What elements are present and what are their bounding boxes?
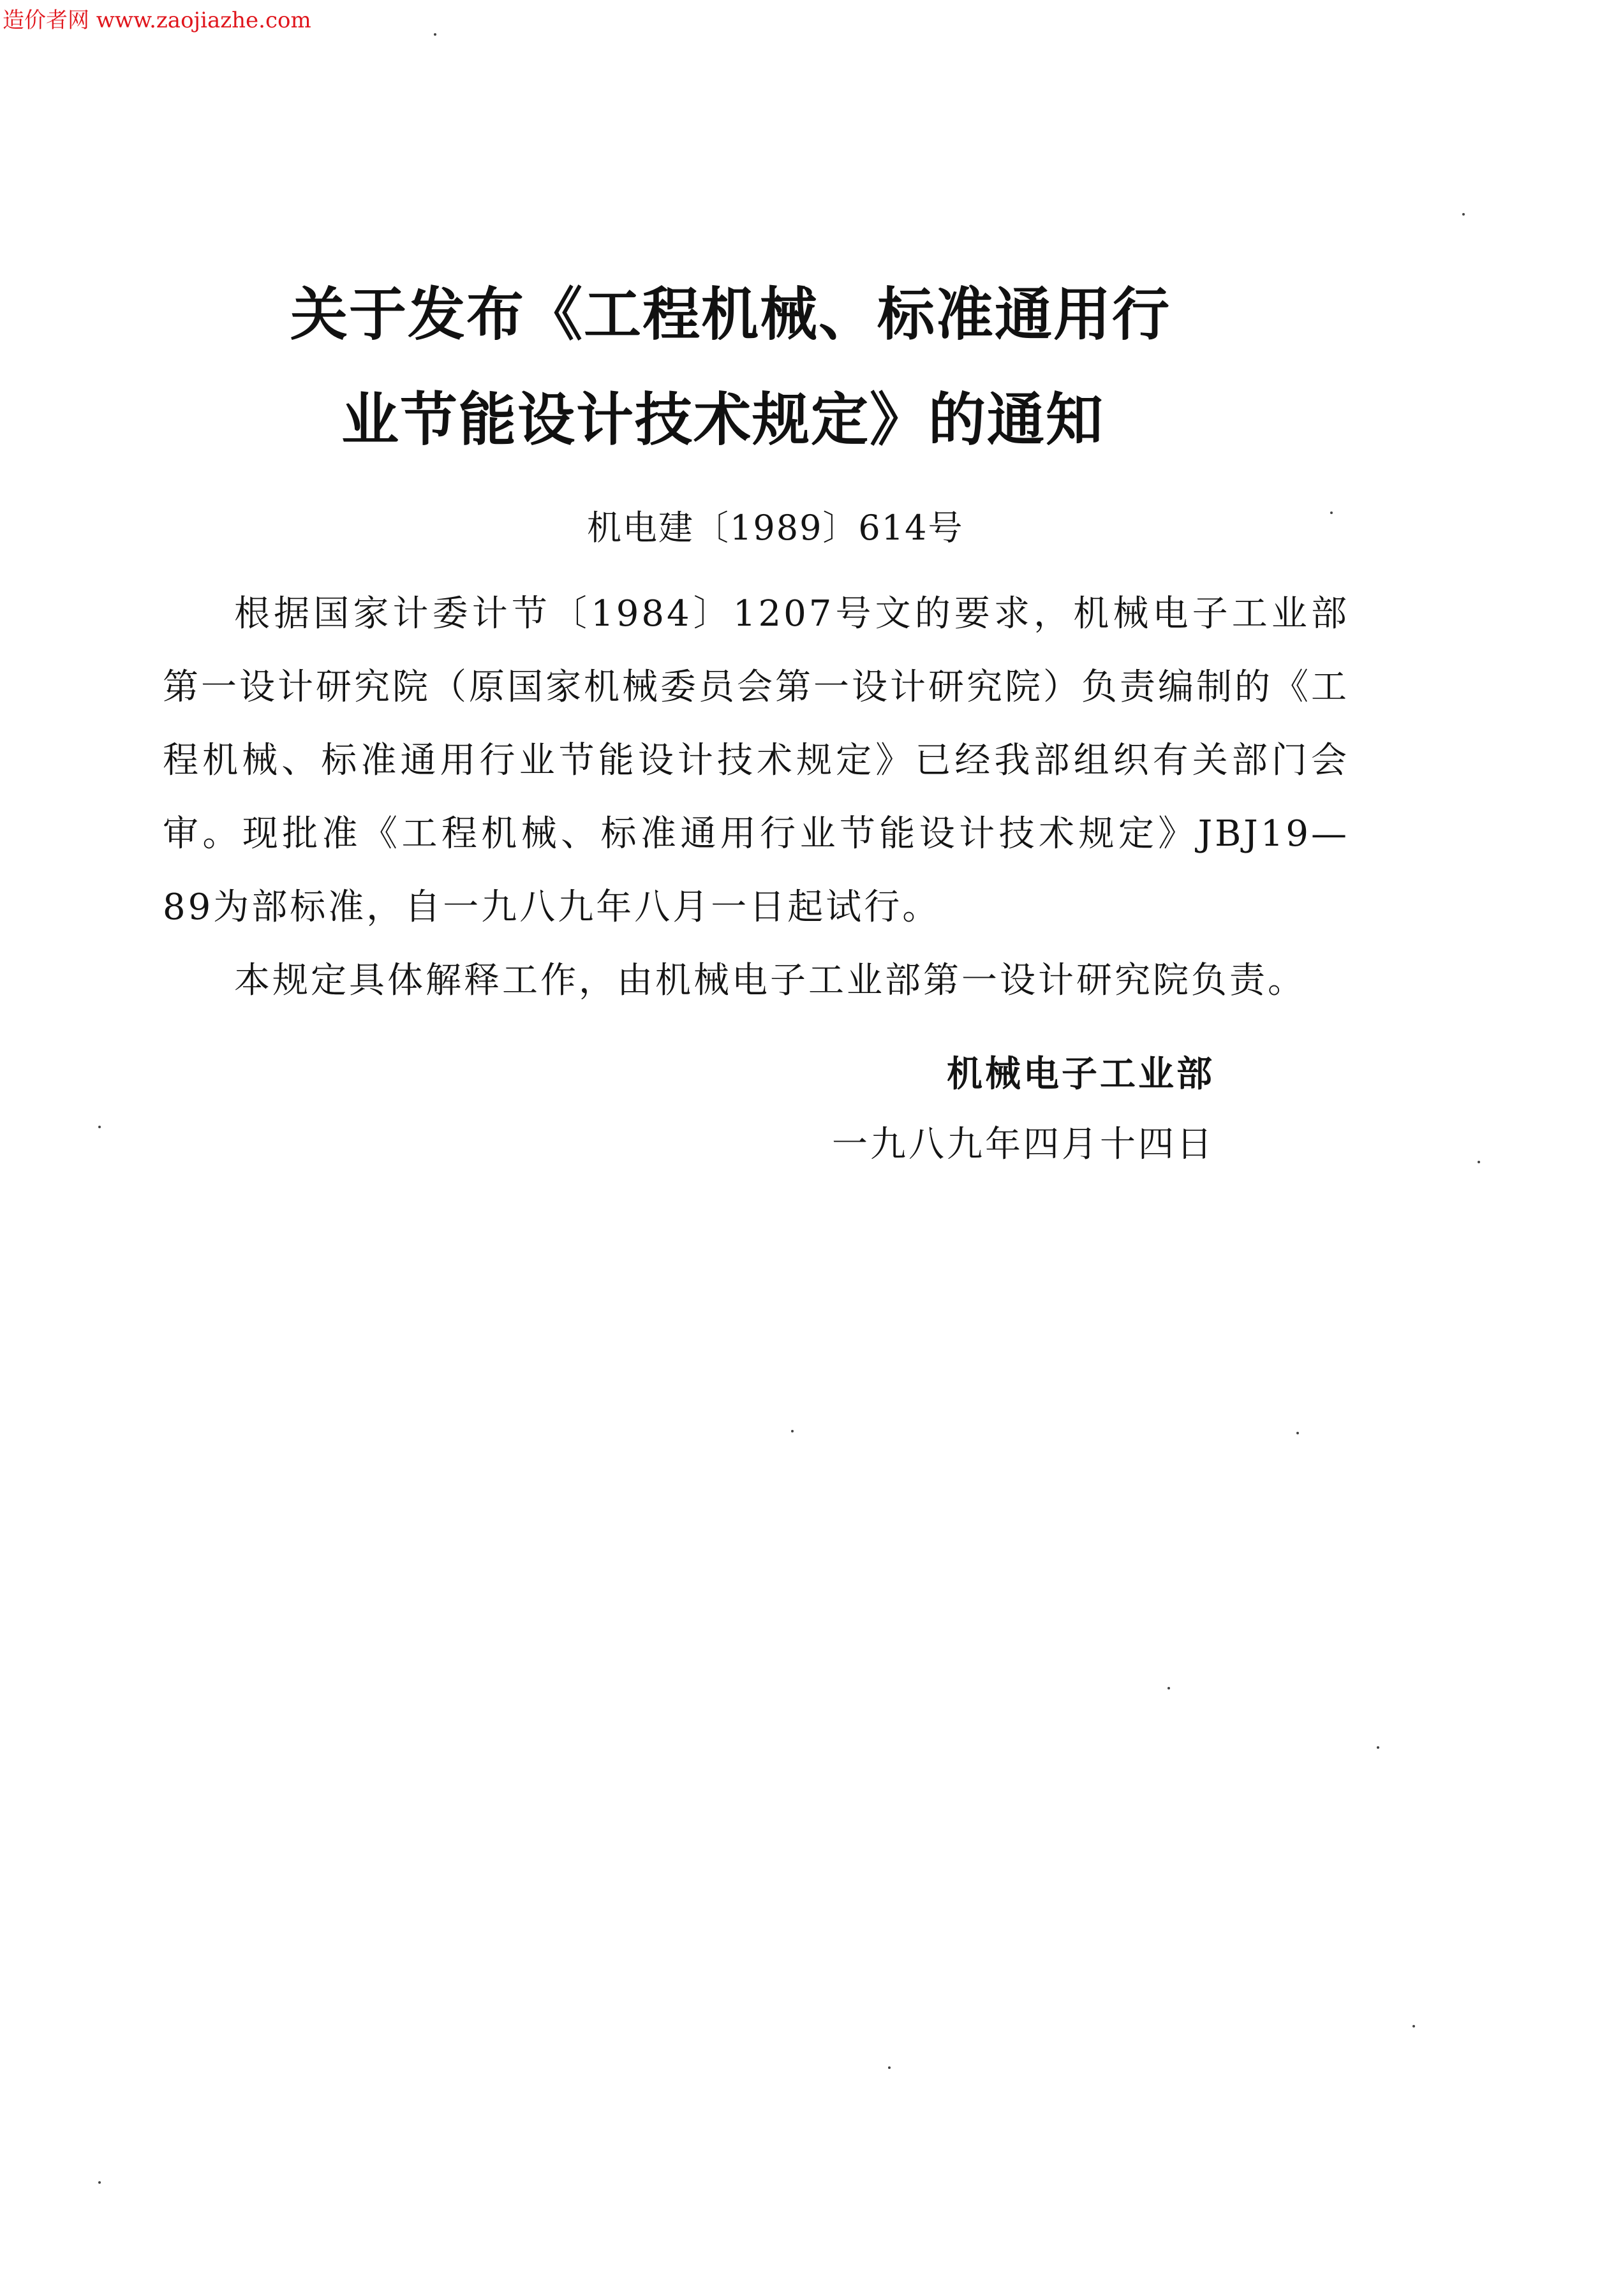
scan-speck — [1167, 1687, 1170, 1689]
document-number: 机电建〔1989〕614号 — [587, 508, 964, 548]
issue-date: 一九八九年四月十四日 — [832, 1124, 1215, 1165]
scan-speck — [434, 33, 436, 36]
watermark: 造价者网 www.zaojiazhe.com — [3, 8, 311, 33]
scan-speck — [98, 1126, 101, 1128]
scan-speck — [1330, 511, 1333, 514]
scan-speck — [1296, 1432, 1299, 1434]
issuing-authority: 机械电子工业部 — [947, 1054, 1215, 1095]
notice-title-line-2: 业节能设计技术规定》的通知 — [341, 386, 1104, 453]
scan-speck — [791, 1430, 794, 1432]
scan-speck — [1478, 1161, 1480, 1163]
scan-speck — [888, 2066, 891, 2069]
scan-speck — [1462, 213, 1465, 216]
scan-speck — [98, 2181, 101, 2184]
scan-speck — [1377, 1746, 1379, 1749]
body-paragraph-1: 根据国家计委计节〔1984〕1207号文的要求，机械电子工业部第一设计研究院（原国家机械委员会第一设计研究院）负责编制的《工程机械、标准通用行业节能设计技术规定》已经我部组织有关部门会审。现批准《工程机械、标准通用行业节能设计技术规定》JBJ19—89为部标准，自一九八九年八月一日起试行。 — [163, 593, 1349, 928]
notice-title-line-1: 关于发布《工程机械、标准通用行 — [290, 281, 1171, 348]
notice-body — [163, 577, 1349, 1017]
body-paragraph-2: 本规定具体解释工作，由机械电子工业部第一设计研究院负责。 — [234, 960, 1306, 1001]
scan-speck — [1412, 2025, 1415, 2027]
